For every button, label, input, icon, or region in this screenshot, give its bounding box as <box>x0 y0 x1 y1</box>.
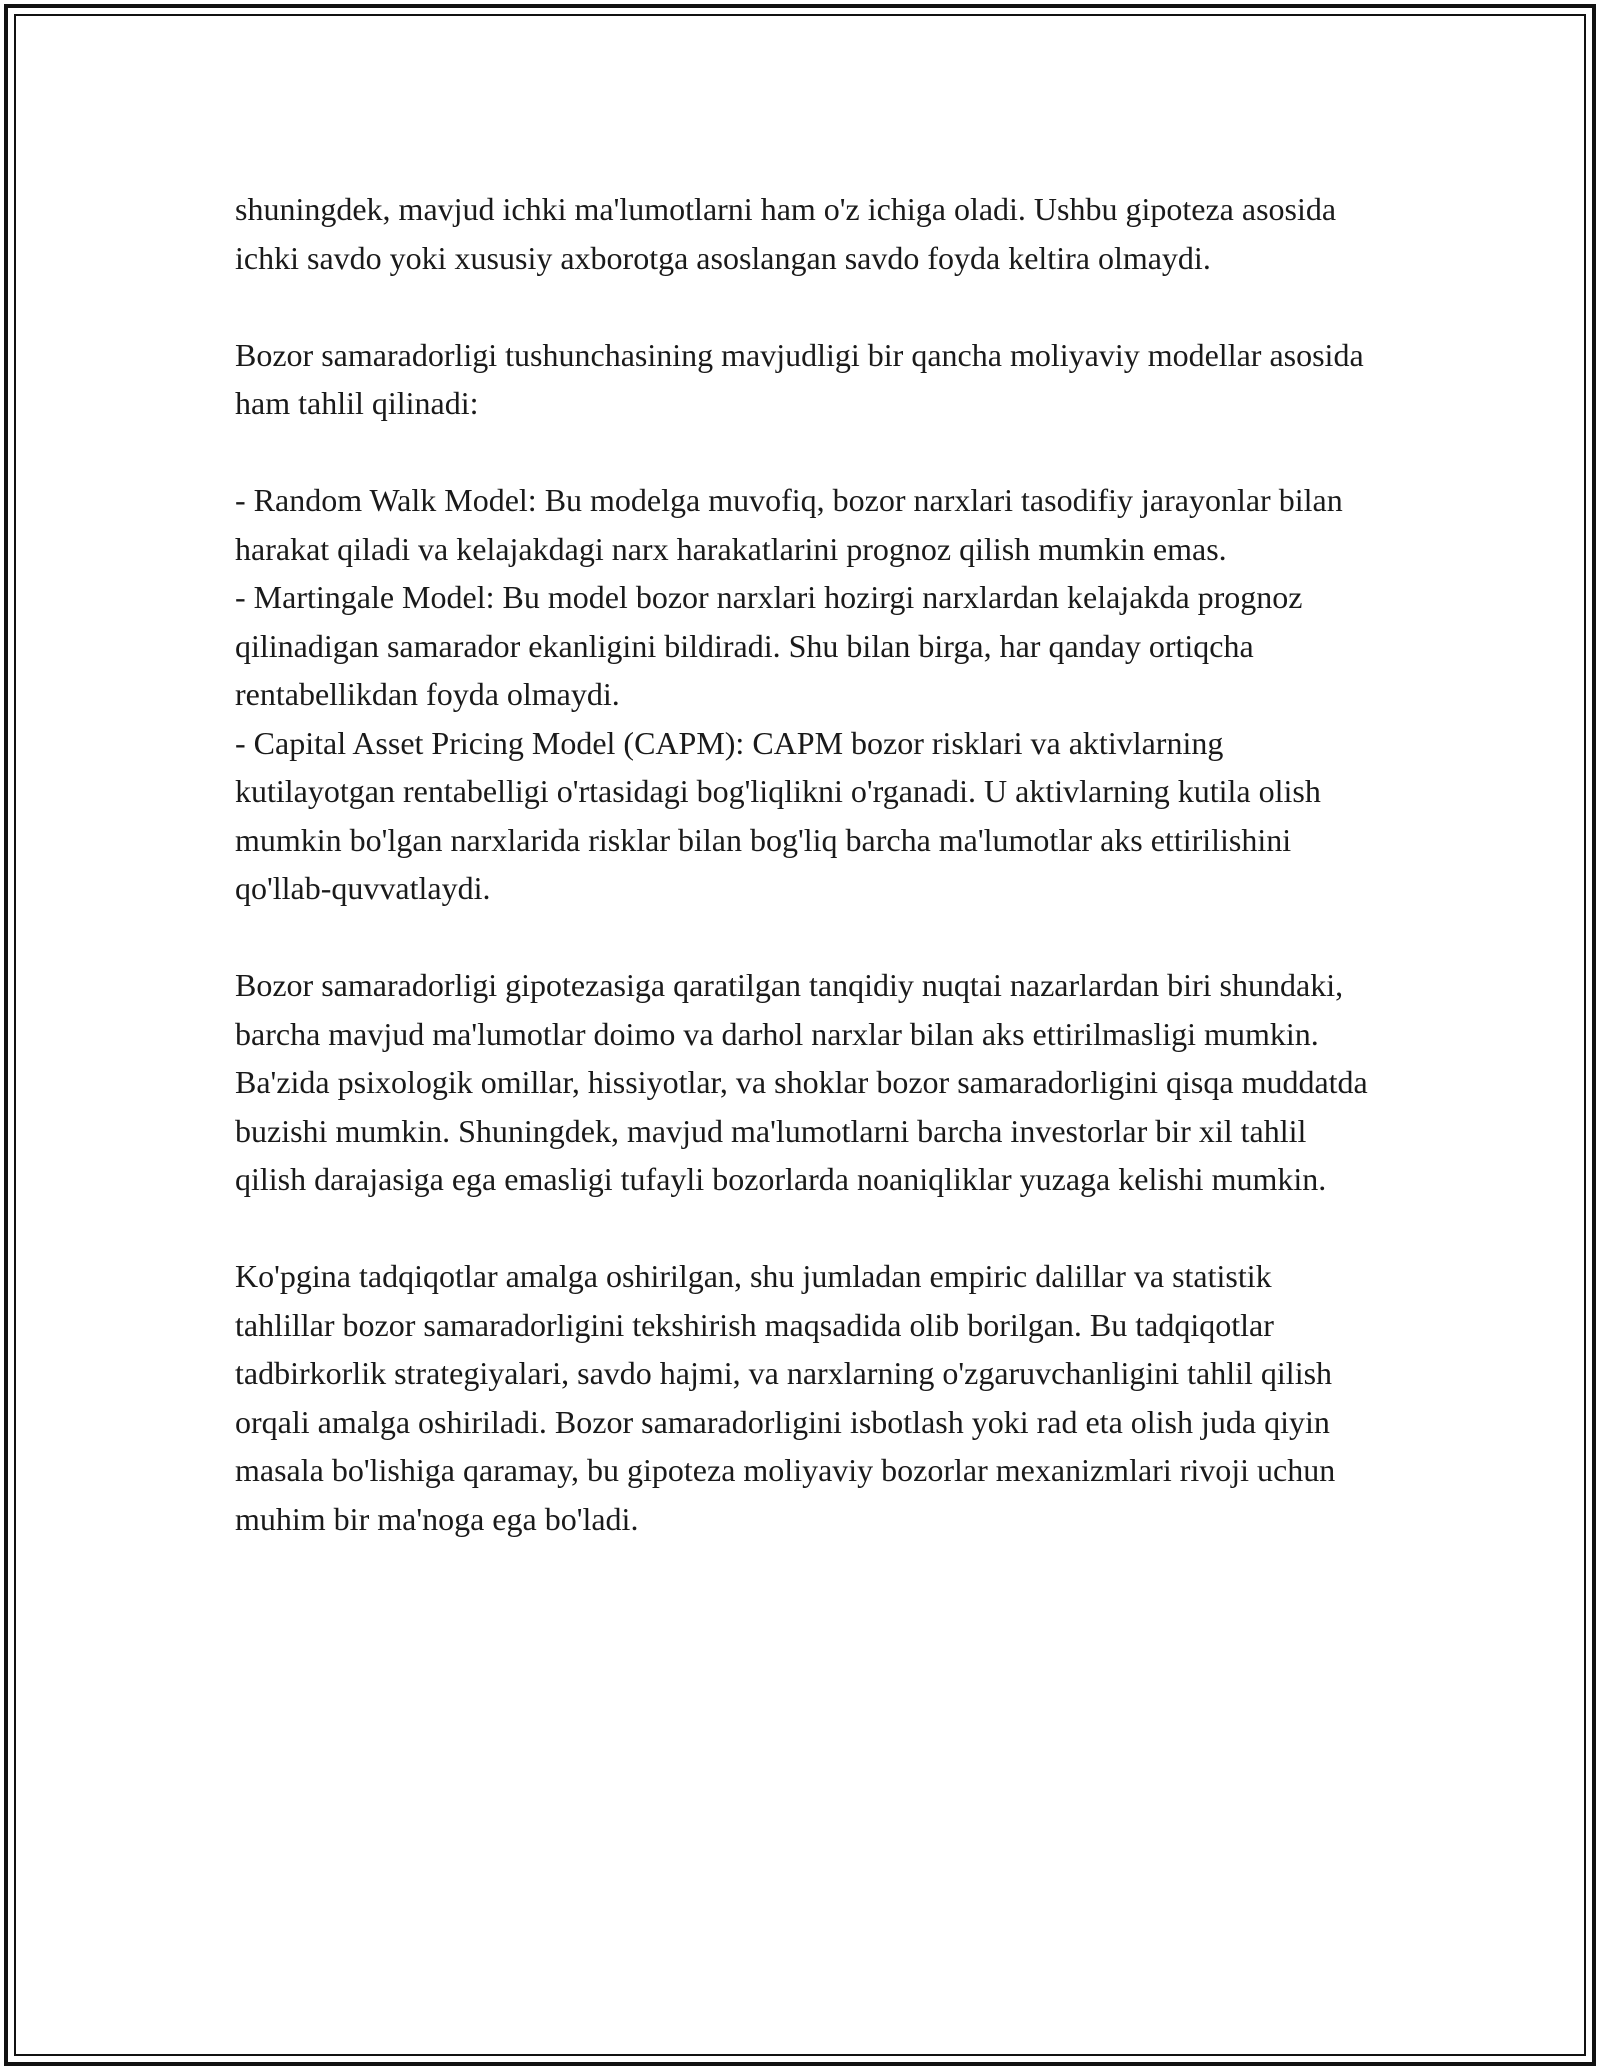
paragraph-intro: shuningdek, mavjud ichki ma'lumotlarni ham o'z ichiga oladi. Ushbu gipoteza asosida ichki savdo yoki xususiy axborotga asoslangan savdo foyda keltira olmaydi. <box>235 191 1337 276</box>
paragraph-criticism: Bozor samaradorligi gipotezasiga qaratilgan tanqidiy nuqtai nazarlardan biri shundaki, barcha mavjud ma'lumotlar doimo va darhol narxlar bilan aks ettirilmasligi mumkin. Ba'zida psixologik omillar, hissiyotlar, va shoklar bozor samaradorligini qisqa muddatda buzishi mumkin. Shuningdek, mavjud ma'lumotlarni barcha investorlar bir xil tahlil qilish darajasiga ega emasligi tufayli bozorlarda noaniqliklar yuzaga kelishi mumkin. <box>235 967 1368 1197</box>
models-list <box>235 476 1375 913</box>
document-body <box>235 185 1375 1592</box>
list-item-capm: - Capital Asset Pricing Model (CAPM): CAPM bozor risklari va aktivlarning kutilayotgan rentabelligi o'rtasidagi bog'liqlikni o'rganadi. U aktivlarning kutila olish mumkin bo'lgan narxlarida risklar bilan bog'liq barcha ma'lumotlar aks ettirilishini qo'llab-quvvatlaydi. <box>235 724 1321 906</box>
paragraph-research: Ko'pgina tadqiqotlar amalga oshirilgan, shu jumladan empiric dalillar va statistik tahlillar bozor samaradorligini tekshirish maqsadida olib borilgan. Bu tadqiqotlar tadbirkorlik strategiyalari, savdo hajmi, va narxlarning o'zgaruvchanligini tahlil qilish orqali amalga oshiriladi. Bozor samaradorligini isbotlash yoki rad eta olish juda qiyin masala bo'lishiga qaramay, bu gipoteza moliyaviy bozorlar mexanizmlari rivoji uchun muhim bir ma'noga ega bo'ladi. <box>235 1258 1336 1537</box>
list-item-martingale: - Martingale Model: Bu model bozor narxlari hozirgi narxlardan kelajakda prognoz qilinadigan samarador ekanligini bildiradi. Shu bilan birga, har qanday ortiqcha rentabellikdan foyda olmaydi. <box>235 579 1303 712</box>
list-item-random-walk: - Random Walk Model: Bu modelga muvofiq, bozor narxlari tasodifiy jarayonlar bilan harakat qiladi va kelajakdagi narx harakatlarini prognoz qilish mumkin emas. <box>235 482 1343 567</box>
paragraph-models-intro: Bozor samaradorligi tushunchasining mavjudligi bir qancha moliyaviy modellar asosida ham tahlil qilinadi: <box>235 336 1364 421</box>
